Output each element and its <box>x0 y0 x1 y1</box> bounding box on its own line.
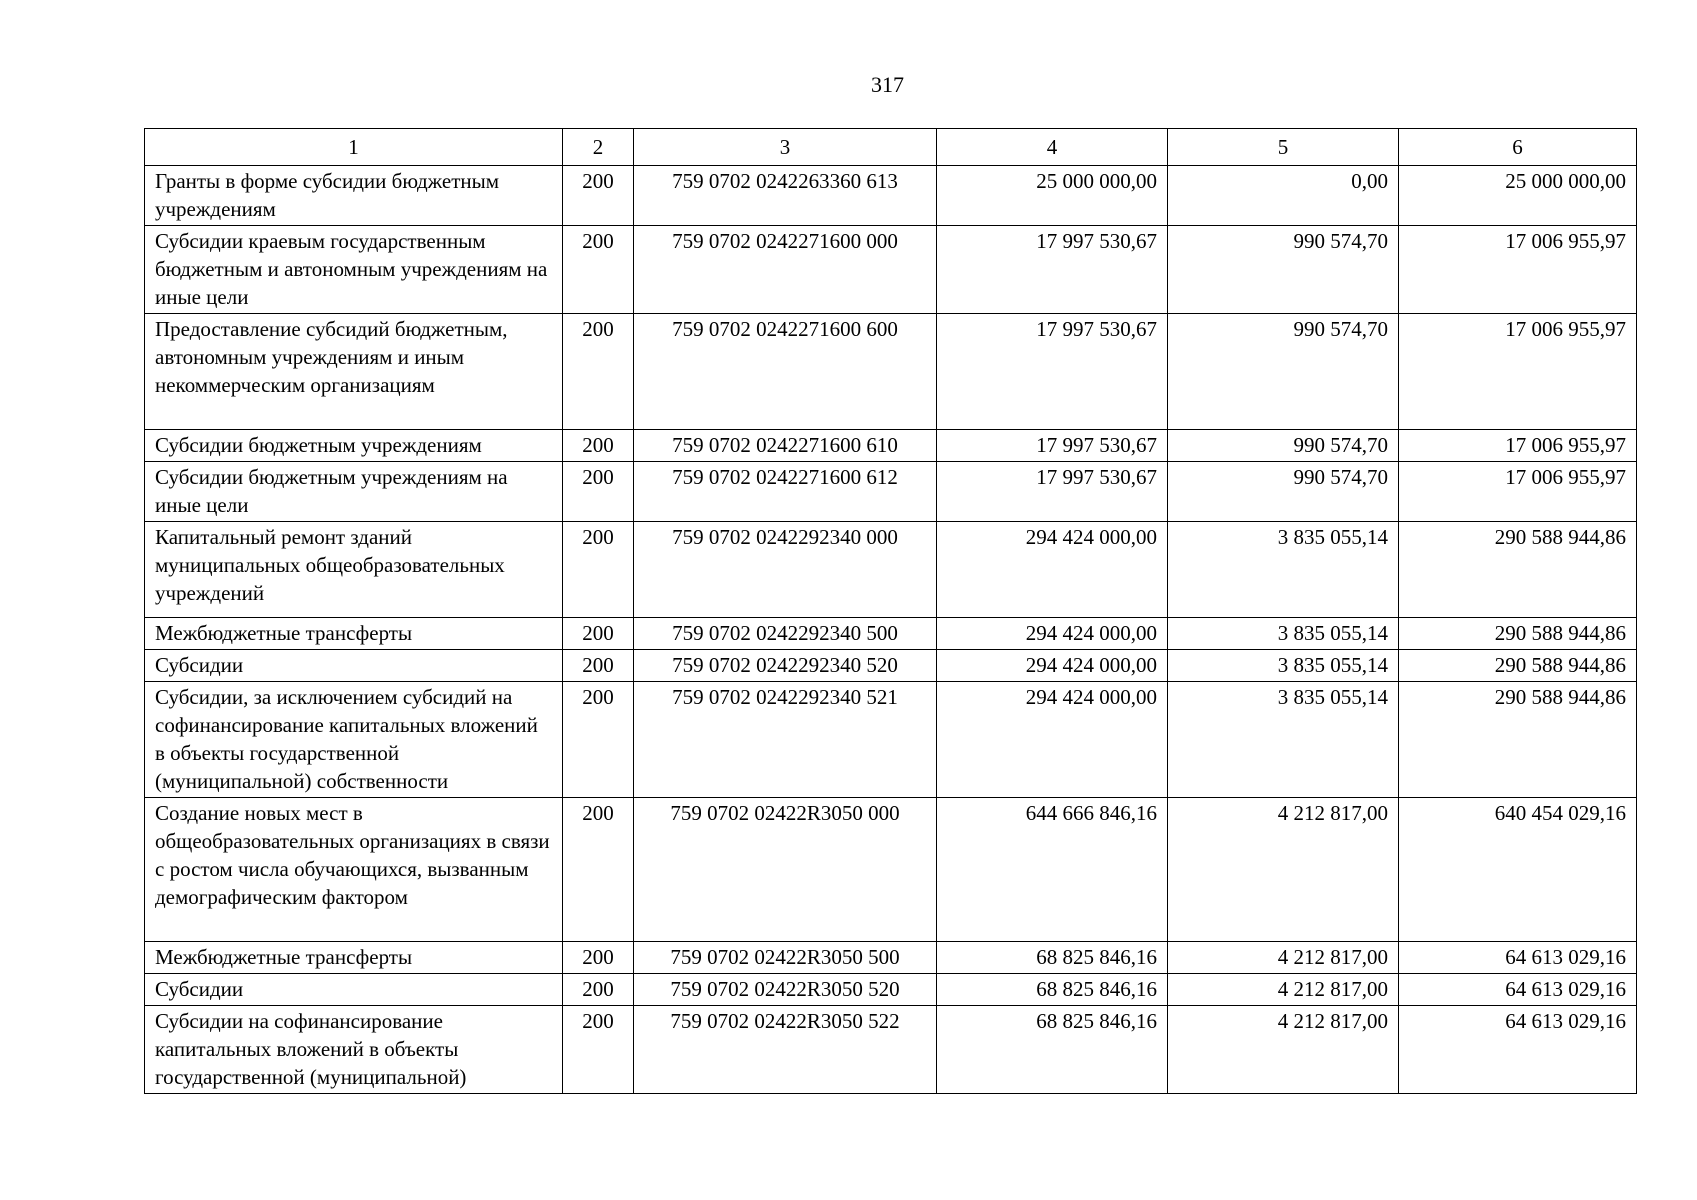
row-approved-amount: 17 997 530,67 <box>937 314 1168 430</box>
row-approved-amount: 25 000 000,00 <box>937 166 1168 226</box>
row-executed-amount: 0,00 <box>1168 166 1399 226</box>
row-executed-amount: 3 835 055,14 <box>1168 682 1399 798</box>
page-number: 317 <box>871 72 904 97</box>
table-row <box>145 314 1637 430</box>
row-name: Предоставление субсидий бюджетным, автономным учреждениям и иным некоммерческим организациям <box>145 314 563 430</box>
table-row <box>145 1006 1637 1094</box>
row-approved-amount: 17 997 530,67 <box>937 430 1168 462</box>
table-row <box>145 650 1637 682</box>
row-classification-code: 759 0702 0242271600 612 <box>634 462 937 522</box>
row-name: Субсидии бюджетным учреждениям на иные цели <box>145 462 563 522</box>
row-classification-code: 759 0702 0242271600 610 <box>634 430 937 462</box>
row-code: 200 <box>563 462 634 522</box>
table-row <box>145 798 1637 942</box>
row-approved-amount: 17 997 530,67 <box>937 226 1168 314</box>
row-name: Межбюджетные трансферты <box>145 942 563 974</box>
row-approved-amount: 294 424 000,00 <box>937 650 1168 682</box>
table-row <box>145 430 1637 462</box>
row-approved-amount: 17 997 530,67 <box>937 462 1168 522</box>
row-name: Субсидии бюджетным учреждениям <box>145 430 563 462</box>
table-row <box>145 974 1637 1006</box>
row-executed-amount: 3 835 055,14 <box>1168 618 1399 650</box>
column-header: 5 <box>1168 129 1399 166</box>
row-approved-amount: 644 666 846,16 <box>937 798 1168 942</box>
row-executed-amount: 990 574,70 <box>1168 226 1399 314</box>
row-code: 200 <box>563 166 634 226</box>
row-approved-amount: 294 424 000,00 <box>937 682 1168 798</box>
row-name: Субсидии <box>145 974 563 1006</box>
row-name: Капитальный ремонт зданий муниципальных общеобразовательных учреждений <box>145 522 563 618</box>
row-executed-amount: 3 835 055,14 <box>1168 522 1399 618</box>
column-header: 2 <box>563 129 634 166</box>
row-code: 200 <box>563 798 634 942</box>
row-code: 200 <box>563 226 634 314</box>
row-classification-code: 759 0702 0242292340 521 <box>634 682 937 798</box>
row-executed-amount: 4 212 817,00 <box>1168 798 1399 942</box>
table-row <box>145 226 1637 314</box>
row-remaining-amount: 290 588 944,86 <box>1399 522 1637 618</box>
table-row <box>145 682 1637 798</box>
column-header: 6 <box>1399 129 1637 166</box>
table-row <box>145 462 1637 522</box>
row-classification-code: 759 0702 02422R3050 520 <box>634 974 937 1006</box>
row-code: 200 <box>563 974 634 1006</box>
row-classification-code: 759 0702 0242271600 600 <box>634 314 937 430</box>
row-remaining-amount: 17 006 955,97 <box>1399 226 1637 314</box>
row-executed-amount: 4 212 817,00 <box>1168 1006 1399 1094</box>
column-header: 1 <box>145 129 563 166</box>
row-remaining-amount: 290 588 944,86 <box>1399 682 1637 798</box>
row-remaining-amount: 640 454 029,16 <box>1399 798 1637 942</box>
row-executed-amount: 990 574,70 <box>1168 430 1399 462</box>
row-remaining-amount: 290 588 944,86 <box>1399 650 1637 682</box>
row-remaining-amount: 17 006 955,97 <box>1399 430 1637 462</box>
row-classification-code: 759 0702 0242292340 520 <box>634 650 937 682</box>
row-classification-code: 759 0702 02422R3050 000 <box>634 798 937 942</box>
row-approved-amount: 294 424 000,00 <box>937 522 1168 618</box>
row-approved-amount: 294 424 000,00 <box>937 618 1168 650</box>
table-row <box>145 522 1637 618</box>
row-remaining-amount: 64 613 029,16 <box>1399 942 1637 974</box>
row-executed-amount: 990 574,70 <box>1168 314 1399 430</box>
row-classification-code: 759 0702 0242263360 613 <box>634 166 937 226</box>
row-classification-code: 759 0702 0242292340 500 <box>634 618 937 650</box>
row-classification-code: 759 0702 0242292340 000 <box>634 522 937 618</box>
row-remaining-amount: 25 000 000,00 <box>1399 166 1637 226</box>
row-name: Субсидии на софинансирование капитальных вложений в объекты государственной (муниципальной) <box>145 1006 563 1094</box>
row-classification-code: 759 0702 02422R3050 522 <box>634 1006 937 1094</box>
row-code: 200 <box>563 650 634 682</box>
row-remaining-amount: 17 006 955,97 <box>1399 462 1637 522</box>
row-executed-amount: 990 574,70 <box>1168 462 1399 522</box>
row-name: Межбюджетные трансферты <box>145 618 563 650</box>
table-row <box>145 942 1637 974</box>
row-approved-amount: 68 825 846,16 <box>937 942 1168 974</box>
row-executed-amount: 4 212 817,00 <box>1168 974 1399 1006</box>
budget-table <box>144 128 1637 1094</box>
row-name: Субсидии <box>145 650 563 682</box>
row-name: Субсидии краевым государственным бюджетным и автономным учреждениям на иные цели <box>145 226 563 314</box>
row-remaining-amount: 290 588 944,86 <box>1399 618 1637 650</box>
row-approved-amount: 68 825 846,16 <box>937 1006 1168 1094</box>
column-header: 3 <box>634 129 937 166</box>
row-name: Субсидии, за исключением субсидий на софинансирование капитальных вложений в объекты государственной (муниципальной) собственности <box>145 682 563 798</box>
row-executed-amount: 4 212 817,00 <box>1168 942 1399 974</box>
header-row <box>145 129 1637 166</box>
row-executed-amount: 3 835 055,14 <box>1168 650 1399 682</box>
table-row <box>145 618 1637 650</box>
row-remaining-amount: 17 006 955,97 <box>1399 314 1637 430</box>
row-code: 200 <box>563 522 634 618</box>
row-name: Гранты в форме субсидии бюджетным учреждениям <box>145 166 563 226</box>
table-row <box>145 166 1637 226</box>
row-remaining-amount: 64 613 029,16 <box>1399 1006 1637 1094</box>
row-code: 200 <box>563 314 634 430</box>
row-remaining-amount: 64 613 029,16 <box>1399 974 1637 1006</box>
column-header: 4 <box>937 129 1168 166</box>
row-classification-code: 759 0702 02422R3050 500 <box>634 942 937 974</box>
row-approved-amount: 68 825 846,16 <box>937 974 1168 1006</box>
row-code: 200 <box>563 682 634 798</box>
row-code: 200 <box>563 618 634 650</box>
row-code: 200 <box>563 942 634 974</box>
row-classification-code: 759 0702 0242271600 000 <box>634 226 937 314</box>
row-name: Создание новых мест в общеобразовательных организациях в связи с ростом числа обучающихся, вызванным демографическим фактором <box>145 798 563 942</box>
row-code: 200 <box>563 430 634 462</box>
row-code: 200 <box>563 1006 634 1094</box>
